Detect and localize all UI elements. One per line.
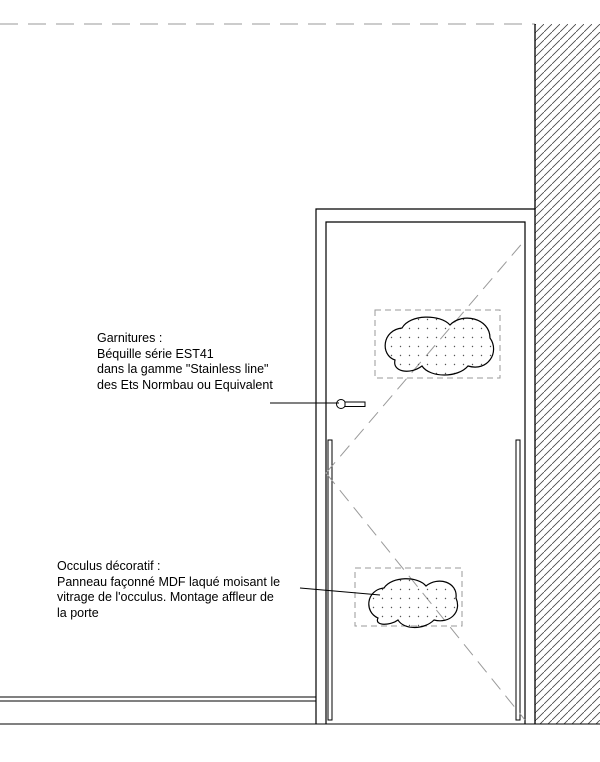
- garnitures-line-1: Garnitures :: [97, 331, 163, 345]
- occulus-line-4: la porte: [57, 605, 99, 620]
- door-edge-details: [328, 440, 520, 720]
- garnitures-line-2: Béquille série EST41: [97, 346, 214, 361]
- hatched-wall: [535, 24, 600, 724]
- garnitures-line-4: des Ets Normbau ou Equivalent: [97, 377, 273, 392]
- door-frame: [316, 209, 535, 724]
- lower-occulus: [355, 568, 462, 628]
- lever-handle-icon: [337, 400, 366, 409]
- occulus-line-3: vitrage de l'occulus. Montage affleur de: [57, 590, 274, 604]
- leader-lines: [270, 403, 380, 595]
- upper-occulus: [375, 310, 500, 378]
- garnitures-line-3: dans la gamme "Stainless line": [97, 362, 269, 376]
- occulus-annotation: [57, 559, 280, 621]
- occulus-line-2: Panneau façonné MDF laqué moisant le: [57, 574, 281, 589]
- door-swing-lines: [326, 240, 525, 720]
- occulus-line-1: Occulus décoratif :: [57, 559, 161, 573]
- garnitures-annotation: [97, 331, 273, 393]
